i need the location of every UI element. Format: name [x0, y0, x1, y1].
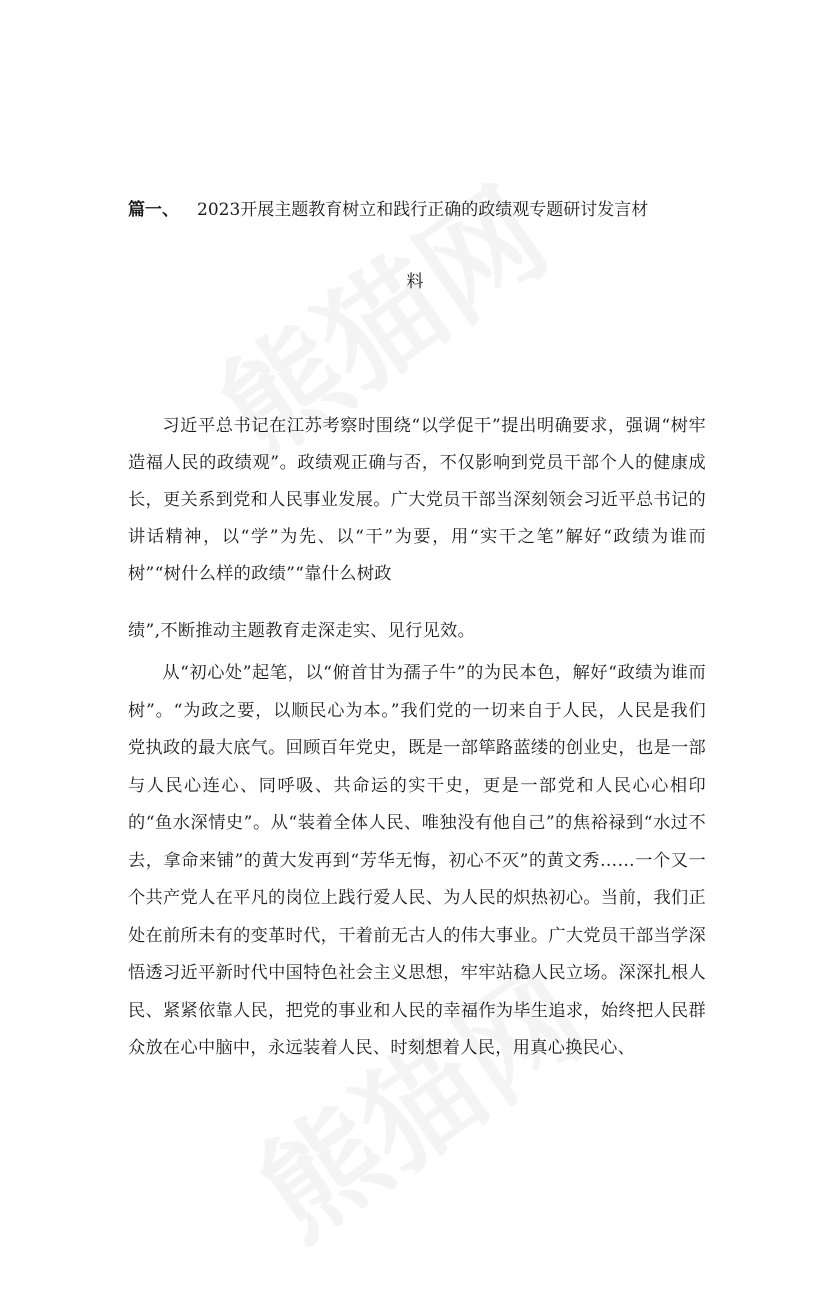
paragraph-1: 习近平总书记在江苏考察时围绕“以学促干”提出明确要求，强调“树牢造福人民的政绩观”。政绩观正确与否，不仅影响到党员干部个人的健康成长，更关系到党和人民事业发展。广大党员干部当深刻领会习近平总书记的讲话精神，以“学”为先、以“干”为要，用“实干之笔”解好“政绩为谁而树”“树什么样的政绩”“靠什么树政 — [128, 416, 706, 584]
paragraph-1-end: 绩”,不断推动主题教育走深走实、见行见效。 — [128, 621, 476, 641]
title-prefix: 篇一、 — [128, 200, 179, 220]
title-text: 2023开展主题教育树立和践行正确的政绩观专题研讨发言材 — [197, 200, 649, 220]
title-continuation: 料 — [406, 272, 424, 292]
paragraph-2: 从“初心处”起笔，以“俯首甘为孺子牛”的为民本色，解好“政绩为谁而树”。“为政之要，以顺民心为本。”我们党的一切来自于人民，人民是我们党执政的最大底气。回顾百年党史，既是一部筚路蓝缕的创业史，也是一部与人民心连心、同呼吸、共命运的实干史，更是一部党和人民心心相印的“鱼水深情史”。从“装着全体人民、唯独没有他自己”的焦裕禄到“水过不去，拿命来铺”的黄大发再到“芳华无悔，初心不灭”的黄文秀……一个又一个共产党人在平凡的岗位上践行爱人民、为人民的炽热初心。当前，我们正处在前所未有的变革时代，干着前无古人的伟大事业。广大党员干部当学深悟透习近平新时代中国特色社会主义思想，牢牢站稳人民立场。深深扎根人民、紧紧依靠人民，把党的事业和人民的幸福作为毕生追求，始终把人民群众放在心中脑中，永远装着人民、时刻想着人民，用真心换民心、 — [128, 663, 706, 1058]
document-title — [128, 196, 728, 224]
